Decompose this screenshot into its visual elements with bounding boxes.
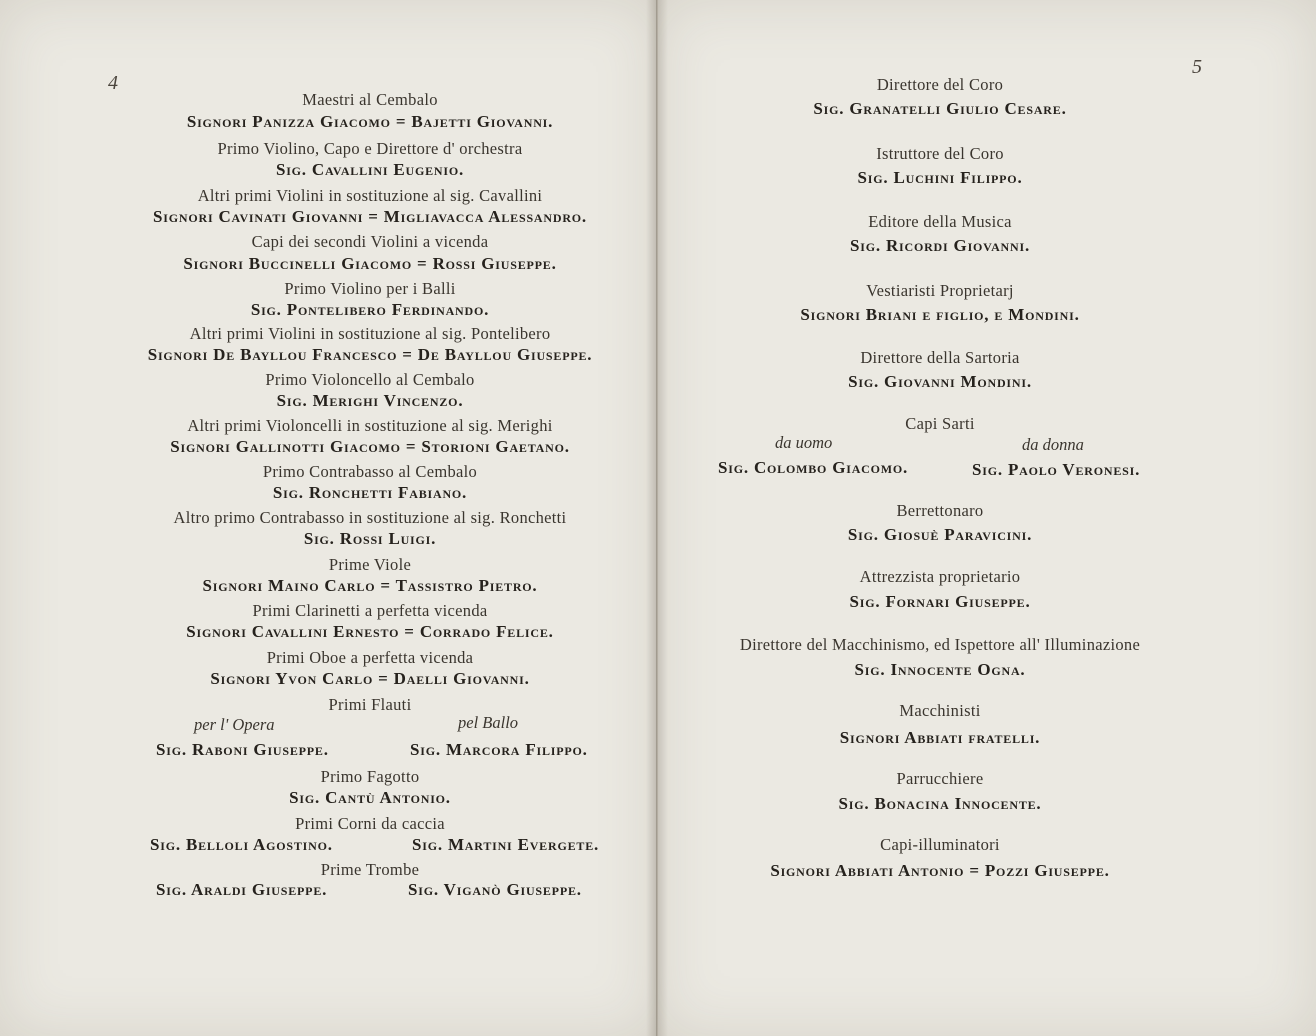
role-heading: Capi dei secondi Violini a vicenda xyxy=(251,232,489,251)
performer-names: Signori Abbiati fratelli. xyxy=(839,728,1041,747)
role-heading: Primi Corni da caccia xyxy=(295,814,445,833)
performer-name-left: Sig. Raboni Giuseppe. xyxy=(156,740,329,759)
performer-names: Sig. Fornari Giuseppe. xyxy=(849,592,1031,611)
performer-names: Signori Gallinotti Giacomo = Storioni Gaetano. xyxy=(170,437,570,456)
performer-names: Sig. Giosuè Paravicini. xyxy=(847,525,1033,544)
performer-name-right: Sig. Viganò Giuseppe. xyxy=(408,880,582,899)
role-heading: Maestri al Cembalo xyxy=(302,90,438,109)
performer-names: Sig. Bonacina Innocente. xyxy=(838,794,1042,813)
performer-names: Sig. Cantù Antonio. xyxy=(289,788,451,807)
performer-name-right: Sig. Marcora Filippo. xyxy=(410,740,588,759)
performer-names: Signori Cavallini Ernesto = Corrado Felice. xyxy=(186,622,554,641)
role-heading: Capi-illuminatori xyxy=(880,835,1000,854)
performer-names: Signori Abbiati Antonio = Pozzi Giuseppe. xyxy=(770,861,1110,880)
performer-names: Sig. Granatelli Giulio Cesare. xyxy=(813,99,1067,118)
role-heading: Altro primo Contrabasso in sostituzione al sig. Ronchetti xyxy=(173,508,567,527)
performer-names: Signori De Bayllou Francesco = De Bayllou Giuseppe. xyxy=(147,345,593,364)
role-heading: Primo Violino per i Balli xyxy=(284,279,456,298)
performer-names: Sig. Ronchetti Fabiano. xyxy=(272,483,468,502)
role-heading: Prime Viole xyxy=(328,555,412,574)
role-heading: Primo Fagotto xyxy=(320,767,420,786)
performer-names: Sig. Pontelibero Ferdinando. xyxy=(250,300,490,319)
performer-names: Sig. Ricordi Giovanni. xyxy=(849,236,1031,255)
role-heading: Parrucchiere xyxy=(896,769,984,788)
performer-names: Sig. Giovanni Mondini. xyxy=(848,372,1032,391)
role-heading: Primi Oboe a perfetta vicenda xyxy=(266,648,474,667)
role-heading: Primo Contrabasso al Cembalo xyxy=(262,462,478,481)
role-heading: Primo Violoncello al Cembalo xyxy=(265,370,475,389)
performer-names: Sig. Innocente Ogna. xyxy=(854,660,1026,679)
performer-names: Signori Panizza Giacomo = Bajetti Giovanni. xyxy=(186,112,554,131)
sublabel-right: pel Ballo xyxy=(458,713,519,732)
right-page-content xyxy=(680,0,1200,1036)
performer-name-right: Sig. Martini Evergete. xyxy=(412,835,600,854)
role-heading: Primi Clarinetti a perfetta vicenda xyxy=(252,601,488,620)
left-page-content xyxy=(110,0,630,1036)
performer-name-left: Sig. Belloli Agostino. xyxy=(150,835,333,854)
performer-names: Sig. Merighi Vincenzo. xyxy=(276,391,464,410)
book-gutter xyxy=(646,0,668,1036)
role-heading: Altri primi Violini in sostituzione al sig. Pontelibero xyxy=(189,324,551,343)
role-heading: Capi Sarti xyxy=(905,414,975,433)
sublabel-left: da uomo xyxy=(775,433,833,452)
performer-name-left: Sig. Colombo Giacomo. xyxy=(718,458,909,477)
performer-names: Signori Briani e figlio, e Mondini. xyxy=(800,305,1080,324)
role-heading: Primi Flauti xyxy=(328,695,412,714)
performer-names: Sig. Rossi Luigi. xyxy=(303,529,437,548)
performer-names: Sig. Cavallini Eugenio. xyxy=(275,160,465,179)
performer-names: Signori Buccinelli Giacomo = Rossi Giuseppe. xyxy=(183,254,557,273)
role-heading: Direttore della Sartoria xyxy=(860,348,1020,367)
role-heading: Berrettonaro xyxy=(896,501,984,520)
role-heading: Macchinisti xyxy=(899,701,981,720)
role-heading: Altri primi Violini in sostituzione al sig. Cavallini xyxy=(197,186,543,205)
sublabel-right: da donna xyxy=(1022,435,1084,454)
role-heading: Altri primi Violoncelli in sostituzione al sig. Merighi xyxy=(187,416,553,435)
sublabel-left: per l' Opera xyxy=(194,715,275,734)
page-number-left: 4 xyxy=(108,72,118,94)
page-number-right: 5 xyxy=(1192,56,1202,78)
role-heading: Attrezzista proprietario xyxy=(859,567,1021,586)
performer-names: Signori Cavinati Giovanni = Migliavacca Alessandro. xyxy=(153,207,587,226)
role-heading: Direttore del Macchinismo, ed Ispettore all' Illuminazione xyxy=(739,635,1141,654)
role-heading: Direttore del Coro xyxy=(876,75,1004,94)
role-heading: Vestiaristi Proprietarj xyxy=(866,281,1014,300)
role-heading: Editore della Musica xyxy=(868,212,1012,231)
performer-name-left: Sig. Araldi Giuseppe. xyxy=(156,880,328,899)
performer-names: Signori Maino Carlo = Tassistro Pietro. xyxy=(202,576,538,595)
role-heading: Istruttore del Coro xyxy=(876,144,1004,163)
role-heading: Prime Trombe xyxy=(320,860,420,879)
performer-names: Sig. Luchini Filippo. xyxy=(857,168,1023,187)
performer-name-right: Sig. Paolo Veronesi. xyxy=(972,460,1141,479)
role-heading: Primo Violino, Capo e Direttore d' orchestra xyxy=(217,139,523,158)
performer-names: Signori Yvon Carlo = Daelli Giovanni. xyxy=(210,669,530,688)
